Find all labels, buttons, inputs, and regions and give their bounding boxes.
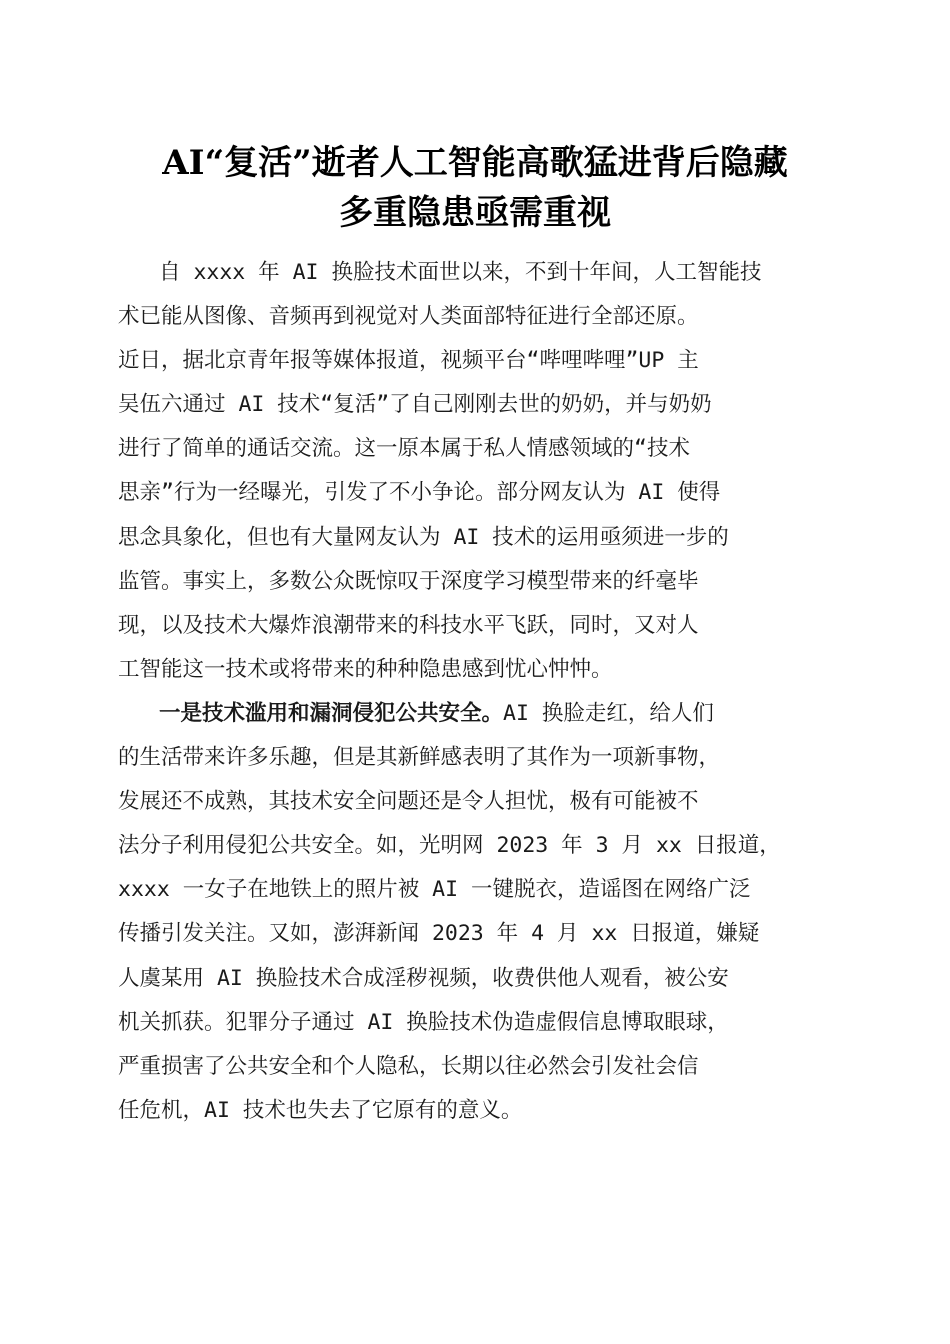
text-line: 近日，据北京青年报等媒体报道，视频平台“哔哩哔哩”UP 主 (118, 348, 699, 374)
text-line: 思亲”行为一经曝光，引发了不小争论。部分网友认为 AI 使得 (118, 480, 721, 506)
document-title (100, 138, 850, 238)
point-heading-rest: AI 换脸走红，给人们 (503, 700, 714, 726)
document-body (118, 251, 830, 1133)
paragraph-point-one (118, 692, 830, 1133)
text-line: 的生活带来许多乐趣，但是其新鲜感表明了其作为一项新事物， (118, 745, 721, 771)
title-line-2: 多重隐患亟需重视 (339, 193, 611, 233)
text-line: 传播引发关注。又如，澎湃新闻 2023 年 4 月 xx 日报道，嫌疑 (118, 921, 760, 947)
text-line: 现，以及技术大爆炸浪潮带来的科技水平飞跃，同时，又对人 (118, 612, 699, 638)
text-line: 术已能从图像、音频再到视觉对人类面部特征进行全部还原。 (118, 304, 699, 330)
text-line: 进行了简单的通话交流。这一原本属于私人情感领域的“技术 (118, 436, 690, 462)
text-line: 自 xxxx 年 AI 换脸技术面世以来，不到十年间，人工智能技 (159, 260, 762, 285)
text-line: 任危机，AI 技术也失去了它原有的意义。 (118, 1097, 523, 1123)
text-line: 吴伍六通过 AI 技术“复活”了自己刚刚去世的奶奶，并与奶奶 (118, 392, 712, 418)
point-heading: 一是技术滥用和漏洞侵犯公共安全。 (159, 700, 504, 726)
text-line: 人虞某用 AI 换脸技术合成淫秽视频，收费供他人观看，被公安 (118, 965, 729, 991)
text-line: 法分子利用侵犯公共安全。如，光明网 2023 年 3 月 xx 日报道， (118, 833, 781, 859)
text-line: xxxx 一女子在地铁上的照片被 AI 一键脱衣，造谣图在网络广泛 (118, 877, 751, 903)
paragraph-intro (118, 251, 830, 692)
text-line: 思念具象化，但也有大量网友认为 AI 技术的运用亟须进一步的 (118, 524, 729, 550)
text-line: 发展还不成熟，其技术安全问题还是令人担忧，极有可能被不 (118, 789, 699, 815)
text-line (118, 692, 830, 736)
text-line: 严重损害了公共安全和个人隐私，长期以往必然会引发社会信 (118, 1053, 699, 1079)
text-line: 机关抓获。犯罪分子通过 AI 换脸技术伪造虚假信息博取眼球， (118, 1009, 729, 1035)
text-line: 工智能这一技术或将带来的种种隐患感到忧心忡忡。 (118, 656, 613, 682)
title-line-1: AI“复活”逝者人工智能高歌猛进背后隐藏 (162, 143, 788, 183)
text-line: 监管。事实上，多数公众既惊叹于深度学习模型带来的纤毫毕 (118, 568, 699, 594)
